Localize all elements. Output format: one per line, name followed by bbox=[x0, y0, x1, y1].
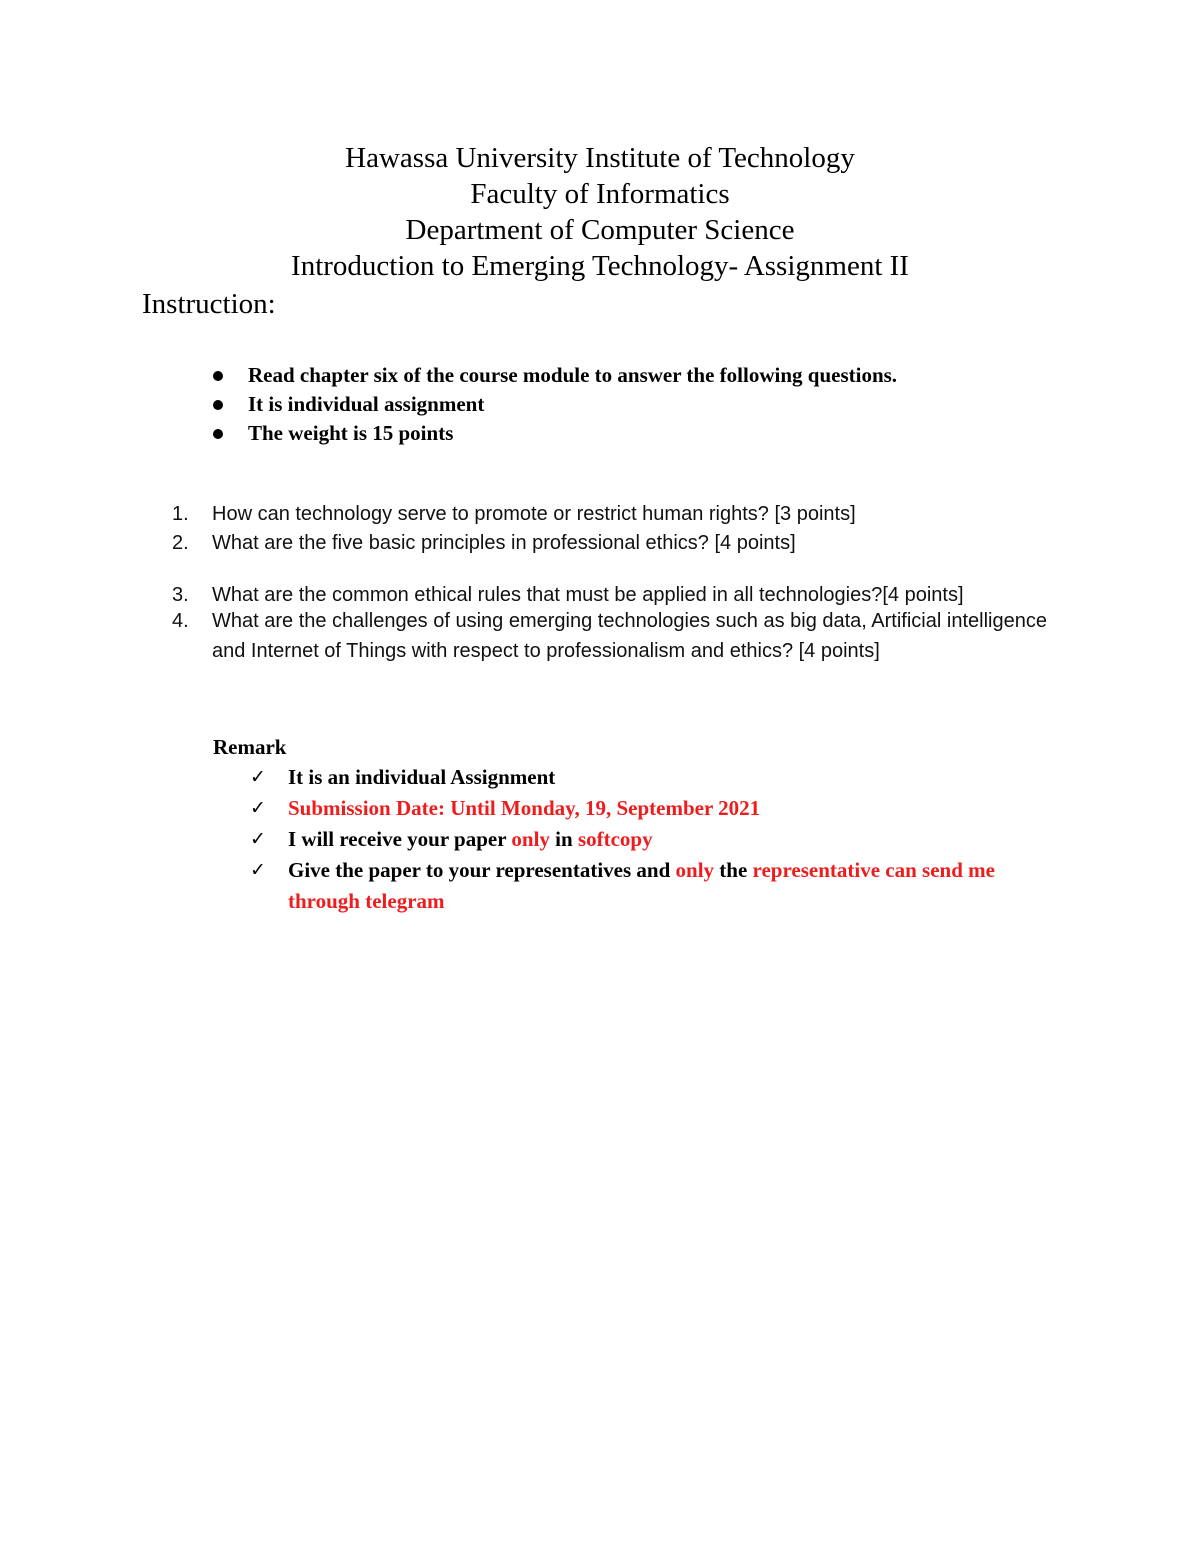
question-text: What are the common ethical rules that must be applied in all technologies?[4 points] bbox=[212, 584, 964, 606]
remark-item bbox=[0, 855, 1200, 917]
question-number: 1. bbox=[172, 503, 189, 525]
remark-text-segment: Give the paper to your representatives and bbox=[288, 858, 676, 882]
instruction-bullet-text: Read chapter six of the course module to answer the following questions. bbox=[248, 363, 898, 387]
remark-highlight-only: only bbox=[675, 858, 715, 882]
question-text: What are the challenges of using emerging technologies such as big data, Artificial intelligence and Internet of Things with respect to professionalism and ethics? [4 points] bbox=[212, 610, 1047, 662]
question-number: 3. bbox=[172, 584, 189, 606]
instruction-bullet-text: The weight is 15 points bbox=[248, 421, 454, 445]
remark-item-text: It is an individual Assignment bbox=[288, 765, 556, 789]
checkmark-icon: ✓ bbox=[250, 797, 266, 819]
remark-text-segment: in bbox=[549, 827, 578, 851]
submission-date-text: Submission Date: Until Monday, 19, September 2021 bbox=[288, 796, 761, 820]
question-number: 2. bbox=[172, 532, 189, 554]
remark-highlight-softcopy: softcopy bbox=[577, 827, 653, 851]
remark-checklist bbox=[0, 762, 1200, 917]
remark-text-segment: the bbox=[714, 858, 753, 882]
remark-title: Remark bbox=[213, 735, 287, 759]
remark-item-text bbox=[288, 855, 1068, 917]
checkmark-icon: ✓ bbox=[250, 859, 266, 881]
checkmark-icon: ✓ bbox=[250, 766, 266, 788]
question-text: How can technology serve to promote or restrict human rights? [3 points] bbox=[212, 503, 856, 525]
instruction-label: Instruction: bbox=[142, 288, 276, 320]
question-list bbox=[0, 0, 1200, 700]
university-name: Hawassa University Institute of Technology bbox=[345, 142, 855, 174]
remark-item bbox=[0, 762, 1200, 793]
checkmark-icon: ✓ bbox=[250, 828, 266, 850]
remark-highlight-only: only bbox=[511, 827, 550, 851]
remark-highlight-representative: representative can send me through telegram bbox=[288, 858, 995, 913]
course-title: Introduction to Emerging Technology- Assignment II bbox=[291, 250, 909, 282]
department-name: Department of Computer Science bbox=[405, 214, 795, 246]
question-number: 4. bbox=[172, 610, 189, 632]
faculty-name: Faculty of Informatics bbox=[470, 178, 730, 210]
instruction-bullet-text: It is individual assignment bbox=[248, 392, 485, 416]
question-text: What are the five basic principles in professional ethics? [4 points] bbox=[212, 532, 796, 554]
remark-text-segment: I will receive your paper bbox=[288, 827, 512, 851]
remark-item bbox=[0, 793, 1200, 824]
remark-item-text bbox=[288, 824, 1068, 855]
remark-item bbox=[0, 824, 1200, 855]
